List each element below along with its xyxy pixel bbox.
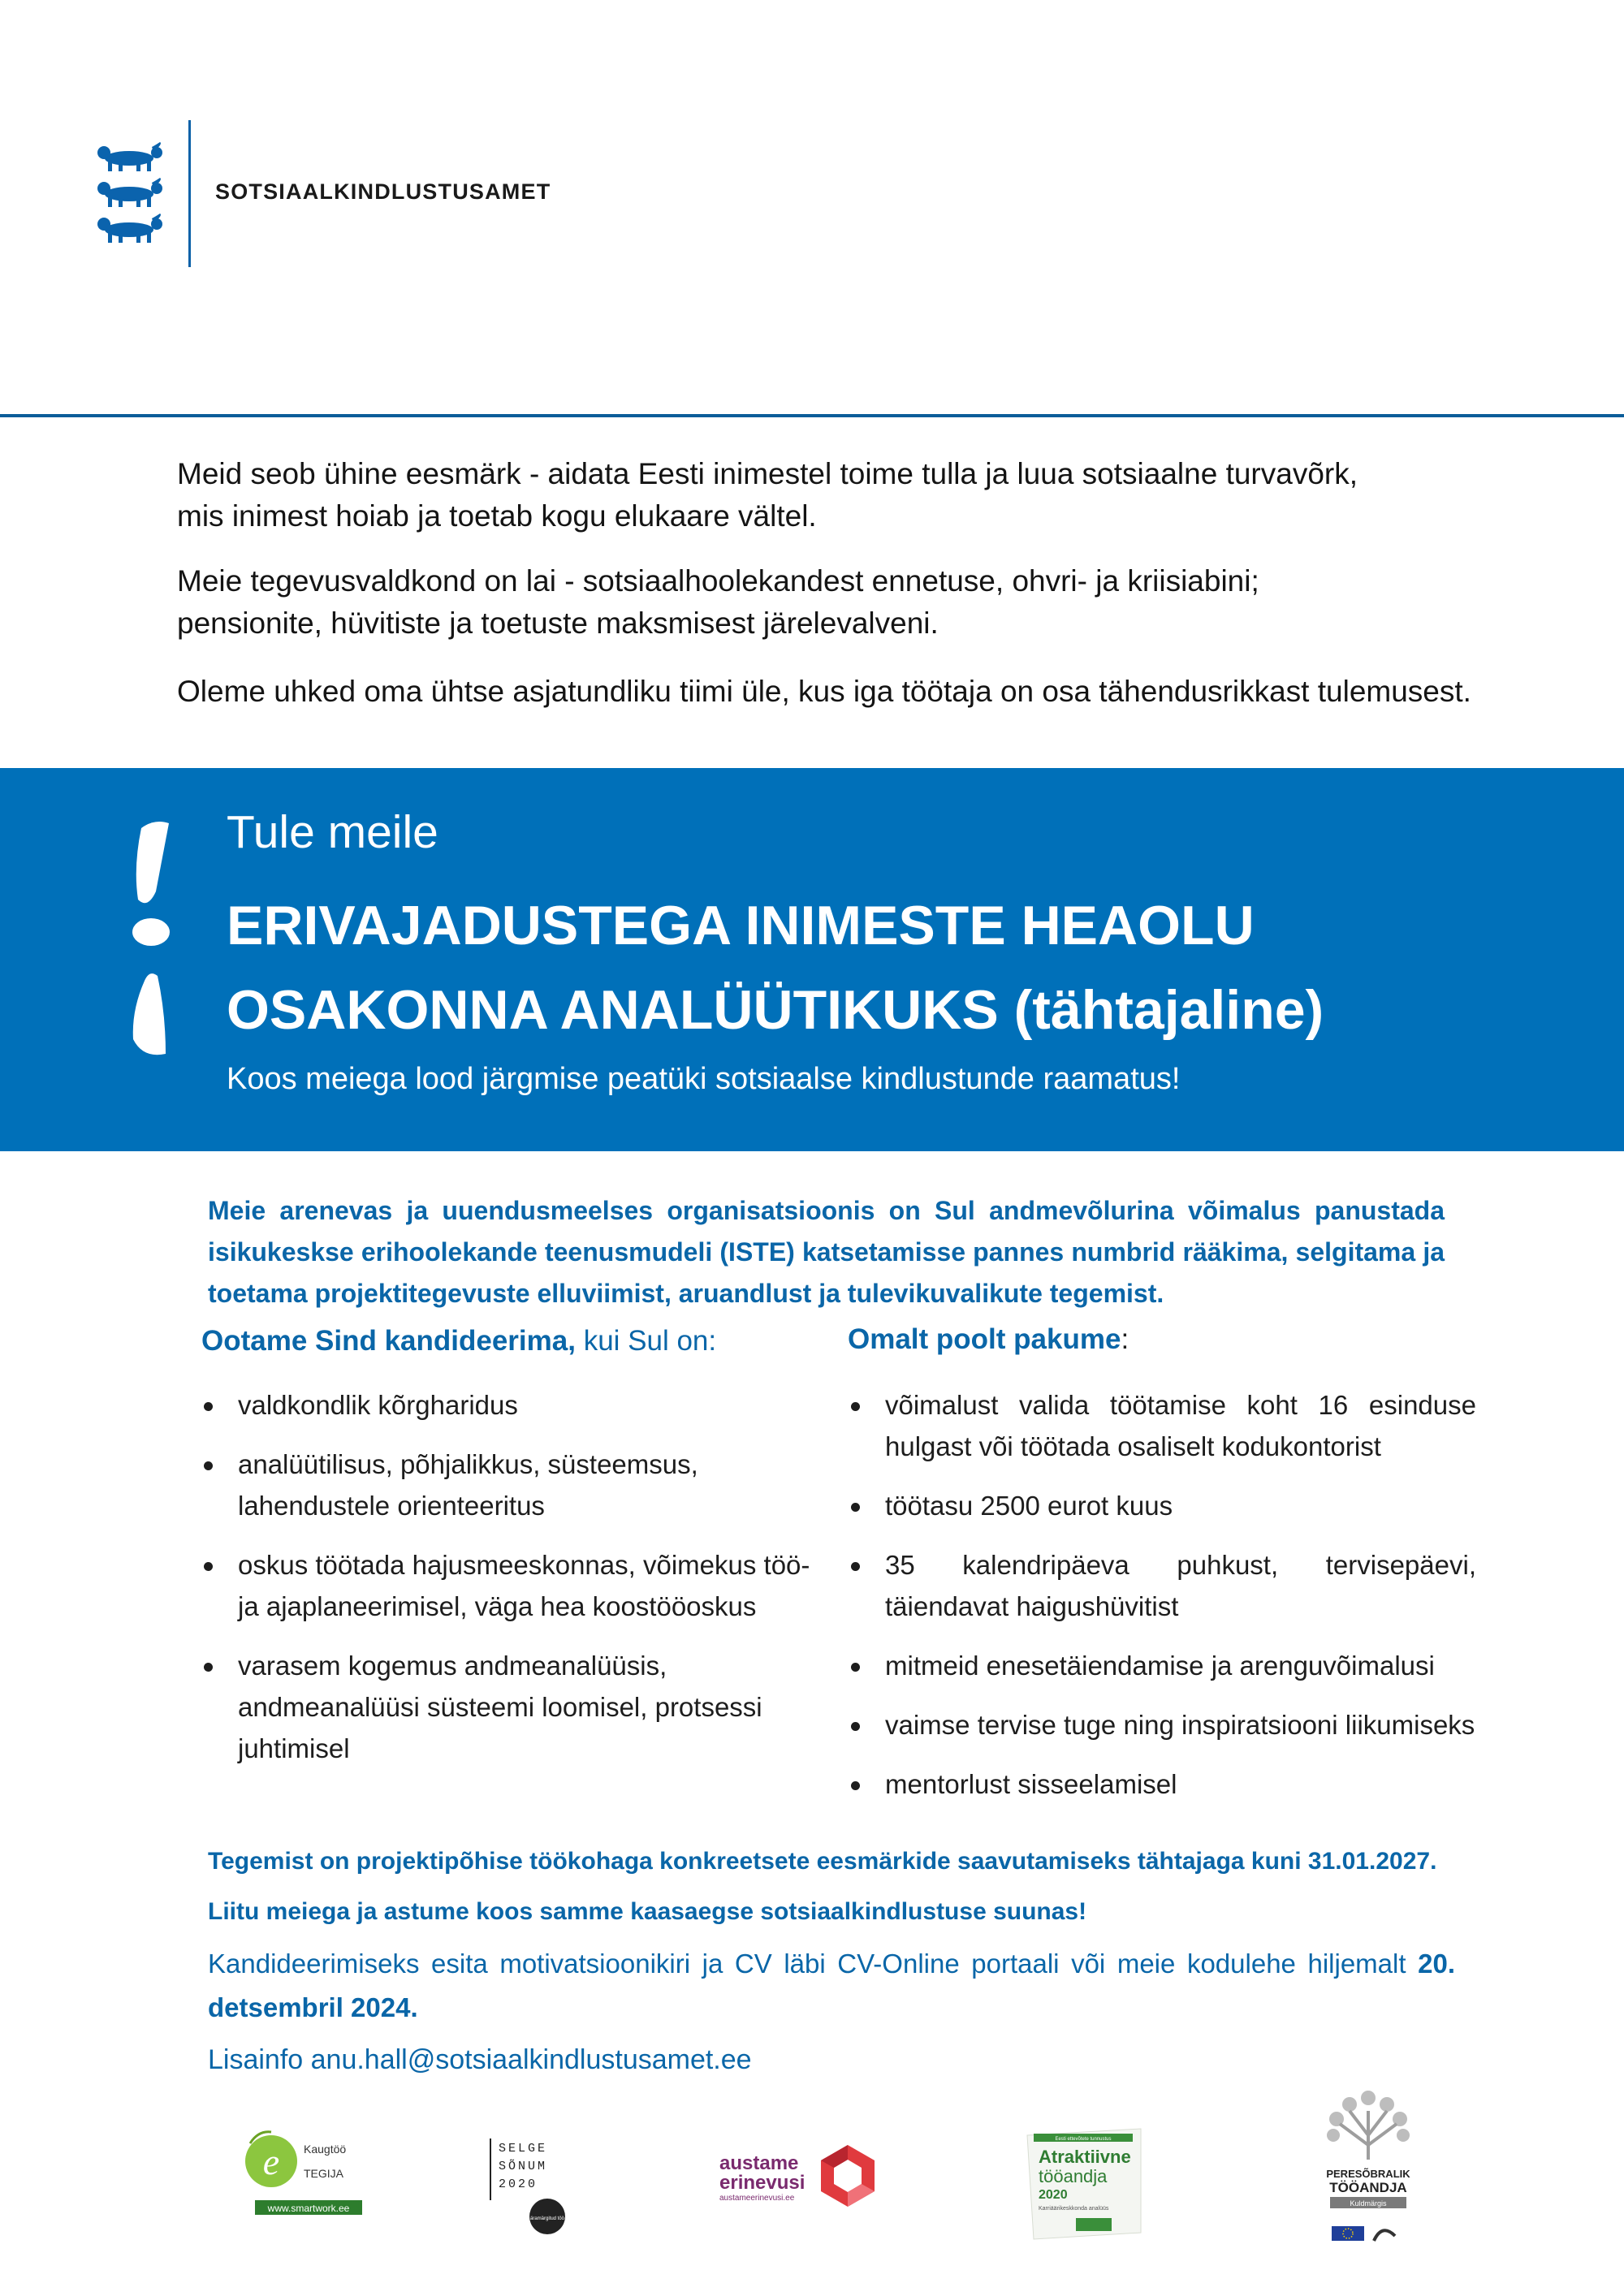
austame-line2: erinevusi (719, 2172, 806, 2194)
project-note: Tegemist on projektipõhise töökohaga konkreetsete eesmärkide saavutamiseks tähtajaga kuni 31.01.2027. (208, 1848, 1437, 1875)
atraktiivne-line2: tööandja (1039, 2166, 1108, 2186)
offer-text: mentorlust sisseelamisel (885, 1769, 1177, 1799)
requirement-text: analüütilisus, põhjalikkus, süsteemsus, lahendustele orienteeritus (238, 1449, 698, 1521)
requirement-text: valdkondlik kõrgharidus (238, 1390, 518, 1420)
header-rule (0, 414, 1624, 417)
offer-text: 35 kalendripäeva puhkust, tervisepäevi, täiendavat haigushüvitist (885, 1550, 1476, 1621)
offer-list (846, 1384, 1476, 1823)
atraktiivne-tooandja-logo (1019, 2127, 1149, 2242)
atraktiivne-line1: Atraktiivne (1039, 2147, 1131, 2167)
kaugtoo-sub: TEGIJA (304, 2167, 344, 2180)
job-title-line1: ERIVAJADUSTEGA INIMESTE HEAOLU (227, 895, 1255, 956)
selge-stamp: äramärgitud töö (529, 2216, 565, 2221)
bullet-icon (204, 1562, 213, 1571)
atraktiivne-sub: Karriäärikeskkonda analüüs (1039, 2206, 1109, 2212)
offer-item (846, 1544, 1476, 1627)
peresobralik-tooandja-logo (1315, 2087, 1421, 2249)
offer-text: võimalust valida töötamise koht 16 esinduse hulgast või töötada osaliselt kodukontorist (885, 1390, 1476, 1461)
offer-item (846, 1763, 1476, 1805)
apply-text: Kandideerimiseks esita motivatsioonikiri ja CV läbi CV-Online portaali või meie kodulehe hiljemalt (208, 1949, 1406, 1979)
bullet-icon (851, 1722, 860, 1731)
bullet-icon (851, 1503, 860, 1512)
austame-url: austameerinevusi.ee (719, 2194, 795, 2203)
austame-erinevusi-logo (716, 2140, 887, 2218)
offer-item (846, 1645, 1476, 1686)
offer-item (846, 1384, 1476, 1467)
offer-heading-rest: : (1121, 1323, 1129, 1355)
requirement-item (199, 1645, 824, 1769)
bullet-icon (204, 1402, 213, 1411)
lead-paragraph: Meie arenevas ja uuendusmeelses organisatsioonis on Sul andmevõlurina võimalus panustada isikukeskse erihoolekande teenusmudeli (ISTE) katsetamisse pannes numbrid rääkima, selgitama ja toetama projektitegevuste elluviimist, aruandlust ja tulevikuvalikute tegemist. (208, 1196, 1445, 1308)
requirements-heading (201, 1325, 716, 1357)
kaugtoo-url: www.smartwork.ee (267, 2203, 350, 2214)
banner-tagline: Koos meiega lood järgmise peatüki sotsiaalse kindlustunde raamatus! (227, 1062, 1181, 1096)
svg-text:e: e (262, 2141, 280, 2182)
selge-line1: SELGE (499, 2142, 548, 2156)
intro-paragraph-2 (177, 560, 1574, 645)
pere-sub: Kuldmärgis (1350, 2199, 1387, 2208)
bullet-icon (204, 1461, 213, 1470)
requirements-list (199, 1384, 824, 1787)
requirement-text: varasem kogemus andmeanalüüsis, andmeanalüüsi süsteemi loomisel, protsessi juhtimisel (238, 1651, 762, 1763)
pere-line1: PERESÕBRALIK (1326, 2168, 1410, 2180)
exclamation-quote-icon (130, 818, 175, 1060)
requirement-text: oskus töötada hajusmeeskonnas, võimekus töö- ja ajaplaneerimisel, väga hea koostööoskus (238, 1550, 810, 1621)
offer-text: mitmeid enesetäiendamise ja arenguvõimalusi (885, 1651, 1435, 1681)
application-instructions (208, 1942, 1455, 2030)
offer-item (846, 1485, 1476, 1526)
intro-paragraph-3: Oleme uhked oma ühtse asjatundliku tiimi üle, kus iga töötaja on osa tähendusrikkast tulemusest. (177, 675, 1471, 708)
kaugtoo-tegija-logo (239, 2127, 369, 2220)
kaugtoo-title: Kaugtöö (304, 2143, 347, 2156)
intro-paragraph-1 (177, 453, 1574, 537)
banner-intro: Tule meile (227, 806, 438, 858)
requirement-item (199, 1444, 824, 1526)
requirement-item (199, 1384, 824, 1426)
job-title (227, 883, 1324, 1052)
offer-text: töötasu 2500 eurot kuus (885, 1491, 1173, 1521)
selge-line2: SÕNUM (499, 2160, 548, 2173)
offer-heading-bold: Omalt poolt pakume (848, 1323, 1121, 1355)
join-note: Liitu meiega ja astume koos samme kaasaegse sotsiaalkindlustuse suunas! (208, 1898, 1087, 1925)
three-lions-crest-icon (92, 142, 169, 248)
intro-p1-line1: Meid seob ühine eesmärk - aidata Eesti inimestel toime tulla ja luua sotsiaalne turvavõrk, (177, 457, 1358, 490)
job-title-line2: OSAKONNA ANALÜÜTIKUKS (tähtajaline) (227, 979, 1324, 1041)
intro-p1-line2: mis inimest hoiab ja toetab kogu elukaare vältel. (177, 499, 817, 533)
offer-heading (848, 1323, 1129, 1356)
header-divider (188, 120, 191, 267)
austame-line1: austame (719, 2152, 799, 2174)
selge-year: 2020 (499, 2177, 538, 2191)
offer-text: vaimse tervise tuge ning inspiratsiooni liikumiseks (885, 1710, 1475, 1740)
deadline: 20. detsembril 2024. (208, 1949, 1455, 2022)
pere-line2: TÖÖANDJA (1329, 2180, 1407, 2195)
atraktiivne-top: Eesti ettevõtete tunnustus (1055, 2137, 1112, 2142)
bullet-icon (204, 1663, 213, 1672)
requirement-item (199, 1544, 824, 1627)
contact-info: Lisainfo anu.hall@sotsiaalkindlustusamet.ee (208, 2044, 752, 2075)
intro-p2-line1: Meie tegevusvaldkond on lai - sotsiaalhoolekandest ennetuse, ohvri- ja kriisiabini; (177, 564, 1259, 598)
offer-item (846, 1704, 1476, 1746)
atraktiivne-year: 2020 (1039, 2188, 1068, 2202)
requirements-heading-bold: Ootame Sind kandideerima, (201, 1325, 576, 1357)
bullet-icon (851, 1781, 860, 1790)
bullet-icon (851, 1402, 860, 1411)
selge-sonum-logo (484, 2135, 573, 2237)
organization-name: SOTSIAALKINDLUSTUSAMET (215, 179, 551, 204)
bullet-icon (851, 1663, 860, 1672)
requirements-heading-rest: kui Sul on: (575, 1325, 717, 1357)
bullet-icon (851, 1562, 860, 1571)
intro-p2-line2: pensionite, hüvitiste ja toetuste maksmisest järelevalveni. (177, 606, 939, 640)
